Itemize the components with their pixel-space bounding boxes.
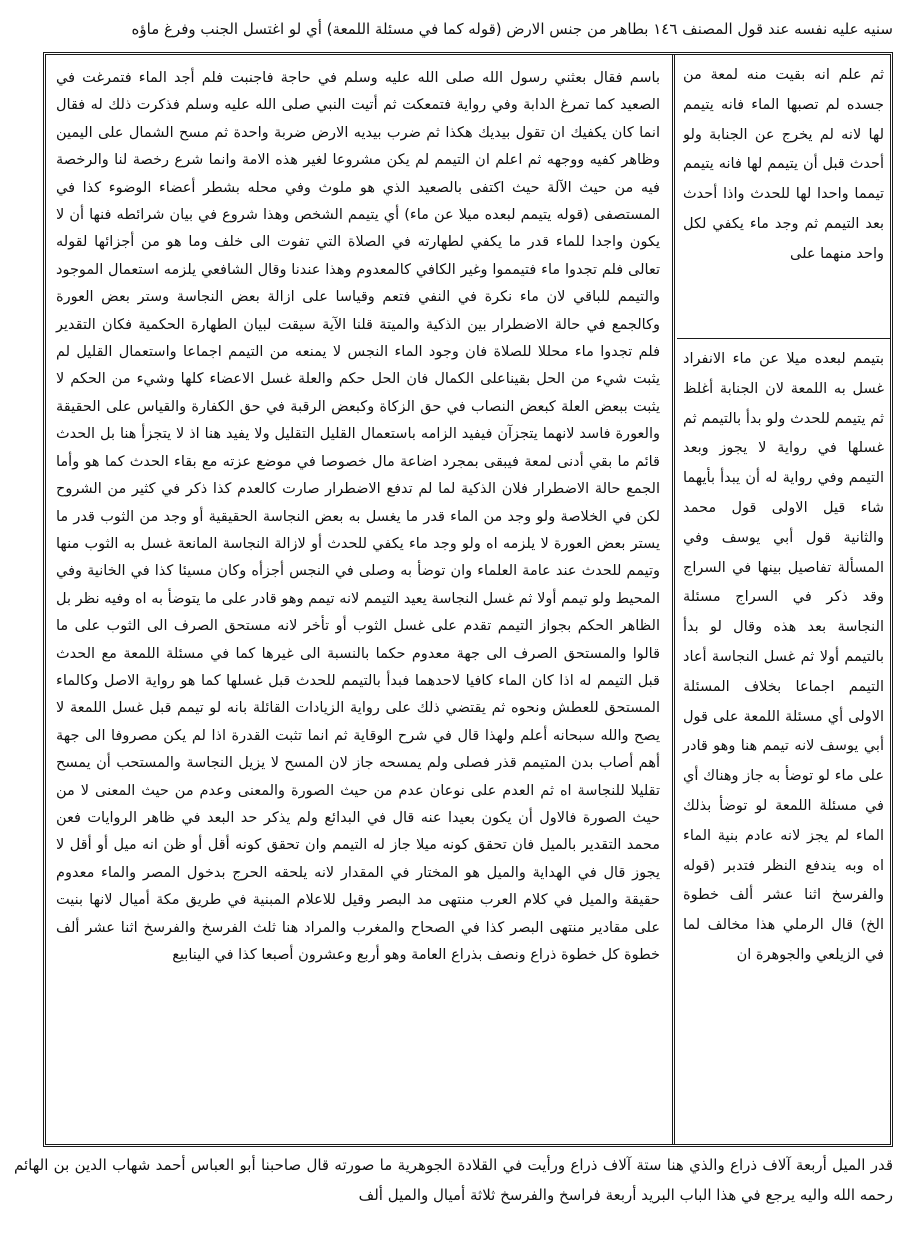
marginal-commentary-upper: ثم علم انه بقيت منه لمعة من جسده لم تصبها الماء فانه يتيمم لها لانه لم يخرج عن الجنابة ولو أحدث قبل أن يتيمم لها فانه يتيمم تيمما واحدا لها للحدث واذا أحدث بعد التيمم ثم وجد ماء يكفي لكل واحد منهما على	[683, 67, 884, 262]
main-paragraph: باسم فقال بعثني رسول الله صلى الله عليه وسلم في حاجة فاجنبت فلم أجد الماء فتمرغت في الصعيد كما تمرغ الدابة وفي رواية فتمعكت ثم أتيت النبي صلى الله عليه وسلم فذكرت ذلك له فقال انما كان يكفيك ان تقول بيديك هكذا ثم ضرب بيديه الارض ضربة واحدة ثم مسح الشمال على اليمين وظاهر كفيه ووجهه ثم اعلم ان التيمم لم يكن مشروعا لغير هذه الامة وانما شرع رخصة لنا والرخصة فيه من حيث الآلة حيث اكتفى بالصعيد الذي هو ملوث وفي محله بشطر أعضاء الوضوء كذا في المستصفى (قوله يتيمم لبعده ميلا عن ماء) أي يتيمم الشخص وهذا شروع في بيان شرائطه فنها أن لا يكون واجدا للماء قدر ما يكفي لطهارته في الصلاة التي تفوت الى خلف وما هو من أجزائها لقوله تعالى فلم تجدوا ماء فتيمموا وغير الكافي كالمعدوم وهذا عندنا وقال الشافعي يلزمه استعمال الموجود والتيمم للباقي لان ماء نكرة في النفي فتعم وقياسا على ازالة بعض النجاسة وستر بعض العورة وكالجمع في حالة الاضطرار بين الذكية والميتة قلنا الآية سيقت لبيان الطهارة الحكمية فكان التقدير فلم تجدوا ماء محللا للصلاة فان وجود الماء النجس لا يمنعه من التيمم اجماعا واستعمال القليل لم يثبت شيء من الحل بقيناعلى الكمال فان الحل حكم والعلة غسل الاعضاء كلها وشيء من الحكم لا يثبت ببعض العلة كبعض النصاب في حق الزكاة وكبعض الرقبة في حق الكفارة والقياس على الحقيقة والعورة فاسد لانهما يتجزآن فيفيد الزامه باستعمال القليل التقليل ولا يفيد هنا اذ لا يتجزأ هنا بل الحدث قائم ما بقي أدنى لمعة فيبقى بمجرد اضاعة مال خصوصا في موضع عزته مع بقاء الحدث كما هو وأما الجمع حالة الاضطرار فلان الذكية لما لم تدفع الاضطرار صارت كالعدم كذا ذكر في كثير من الشروح لكن في الخلاصة ولو وجد من الماء قدر ما يغسل به بعض النجاسة الحقيقية أو وجد من الثوب قدر ما يستر بعض العورة لا يلزمه اه ولو وجد ماء يكفي للحدث أو لازالة النجاسة المانعة غسل به الثوب منها وتيمم للحدث عند عامة العلماء وان توضأ به وصلى في النجس أجزأه وكان مسيئا كذا في الخانية وفي المحيط ولو تيمم أولا ثم غسل النجاسة يعيد التيمم لانه تيمم وهو قادر على ما يتوضأ به اه وفيه نظر بل الظاهر الحكم بجواز التيمم تقدم على غسل الثوب أو تأخر لانه مستحق الصرف الى الثوب على ما قالوا والمستحق الصرف الى جهة معدوم حكما بالنسبة الى غيرها كما في مسئلة اللمعة مع الحدث قبل التيمم له اذا كان الماء كافيا لاحدهما فبدأ بالتيمم للحدث قبل غسلها كما هو رواية الاصل وكالماء المستحق للعطش ونحوه ثم يقتضي ذلك على رواية الزيادات القائلة بانه لو تيمم قبل غسل اللمعة لا يصح والله سبحانه أعلم ولهذا قال في شرح الوقاية ثم انما تثبت القدرة اذا لم يكن مصروفا الى جهة أهم أصاب بدن المتيمم قذر فصلى ولم يمسحه جاز لان المسح لا يزيل النجاسة والمستحب أن يمسح تقليلا للنجاسة اه ثم العدم على نوعان عدم من حيث الصورة والمعنى وعدم من حيث المعنى لا من حيث الصورة فالاول أن يكون بعيدا عنه قال في البدائع ولم يذكر حد البعد في ظاهر الروايات فعن محمد التقدير بالميل فان تحقق كونه ميلا جاز له التيمم وان تحقق كونه أقل أو ظن انه ميل أو أقل لا يجوز قال في الهداية والميل هو المختار في المقدار لانه يلحقه الحرج بدخول المصر والماء معدوم حقيقة والميل في كلام العرب منتهى مد البصر وقيل للاعلام المبنية في طريق مكة أميال لانها بنيت على مقادير منتهى البصر كذا في الصحاح والمغرب والمراد هنا ثلث الفرسخ والفرسخ اثنا عشر ألف خطوة كل خطوة ذراع ونصف بذراع العامة وهو أربع وعشرون أصبعا كذا في الينابيع	[56, 70, 660, 963]
page-number: ١٤٦	[653, 20, 678, 38]
running-header	[14, 10, 893, 48]
footer-line: قدر الميل أربعة آلاف ذراع والذي هنا ستة آلاف ذراع ورأيت في القلادة الجوهرية ما صورته قال صاحبنا أبو العباس أحمد شهاب الدين بن الهائم رحمه الله واليه يرجع في هذا الباب البريد أربعة فراسخ والفرسخ ثلاثة أميال والميل ألف	[14, 1156, 893, 1204]
header-text-right: سنيه عليه نفسه عند قول المصنف	[682, 20, 893, 38]
header-text-left: بطاهر من جنس الارض (قوله كما في مسئلة اللمعة) أي لو اغتسل الجنب وفرغ ماؤه	[131, 20, 649, 38]
marginal-commentary-column	[677, 55, 890, 1144]
marginal-commentary-lower: بتيمم لبعده ميلا عن ماء الانفراد غسل به اللمعة لان الجنابة أغلظ ثم يتيمم للحدث ولو بدأ بالتيمم ثم غسلها في رواية لا يجوز وبعد التيمم وفي رواية له أن يبدأ بأيهما شاء قيل الاولى قول محمد والثانية قول أبي يوسف وفي المسألة تفاصيل بينها في السراج وقد ذكر في السراج مسئلة النجاسة بعد هذه وقال لو بدأ بالتيمم أولا ثم غسل النجاسة أعاد التيمم اجماعا بخلاف المسئلة الاولى أي مسئلة اللمعة على قول أبي يوسف لانه تيمم هنا وهو قادر على ماء لو توضأ به جاز وهناك أي في مسئلة اللمعة لو توضأ بذلك الماء لم يجز لانه عادم بنية الماء اه وبه يندفع النظر فتدبر (قوله والفرسخ اثنا عشر ألف خطوة الخ) قال الرملي هذا مخالف لما في الزيلعي والجوهرة ان	[683, 351, 884, 963]
main-text-column	[46, 55, 670, 1144]
marginal-column-rule	[677, 338, 890, 339]
footer-text	[14, 1150, 893, 1246]
column-divider	[672, 55, 675, 1144]
